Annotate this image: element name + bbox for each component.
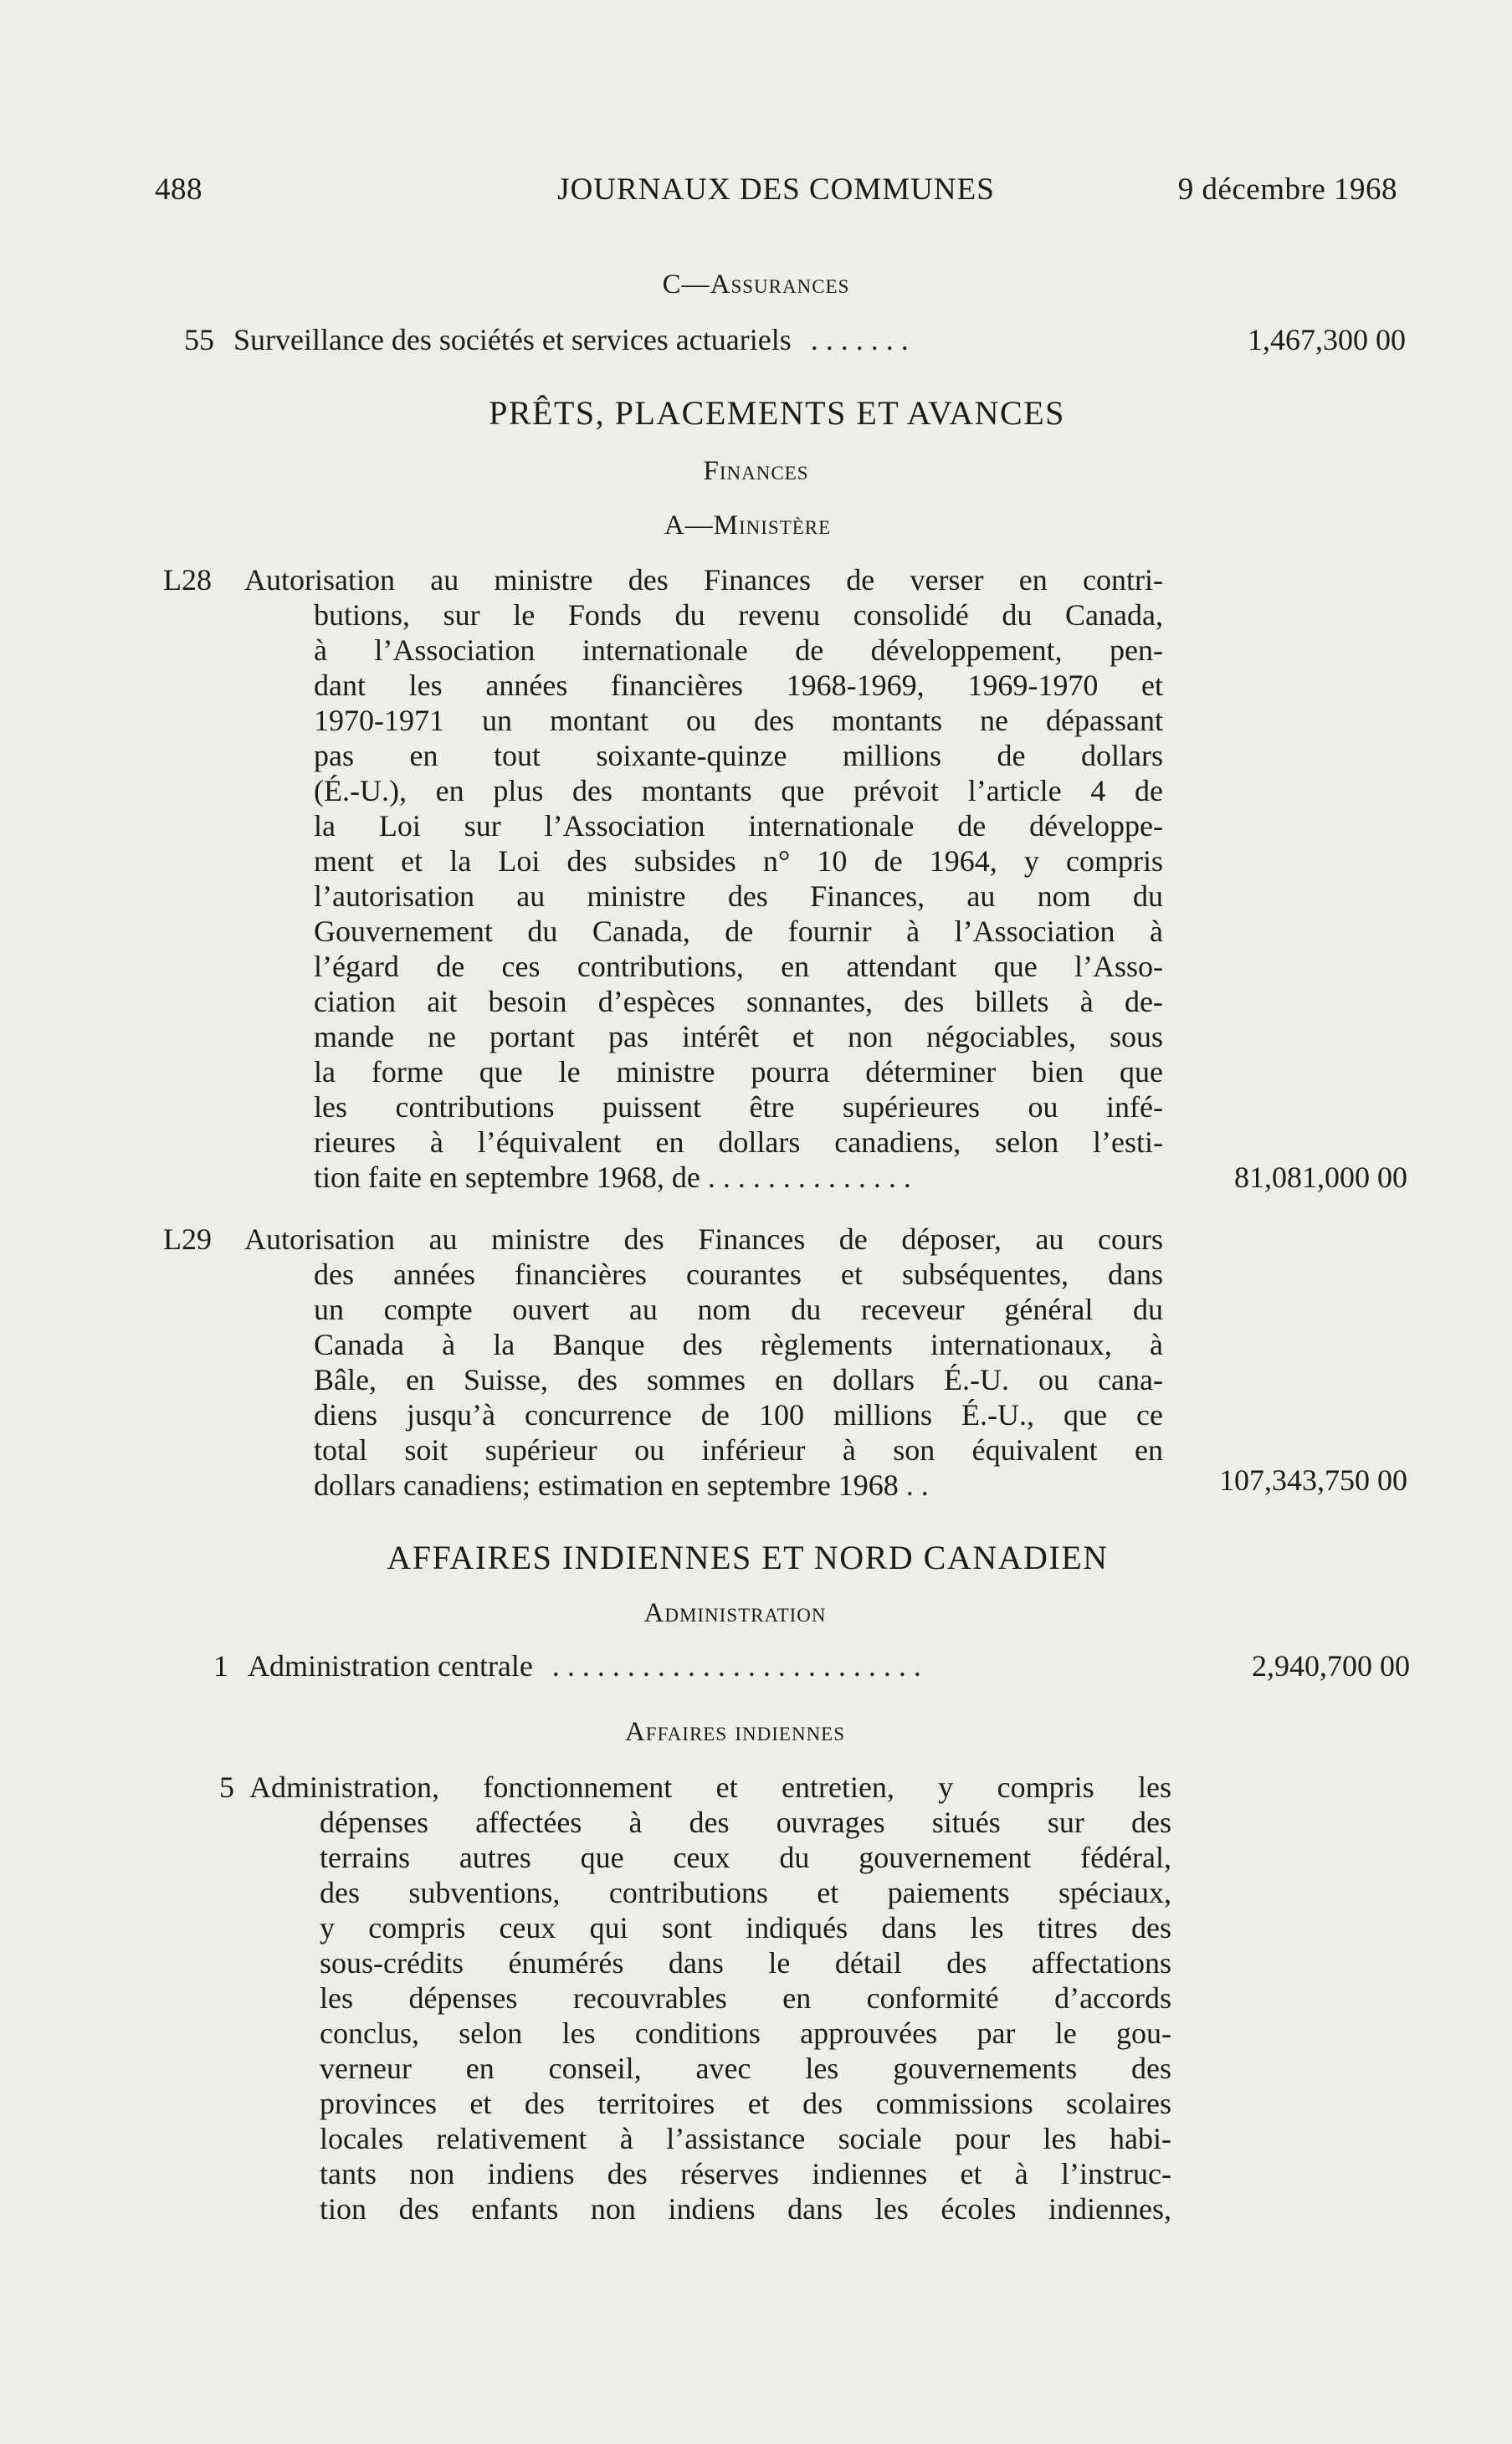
item-55-text: Surveillance des sociétés et services actuariels [233, 323, 792, 356]
affaires-indiennes-heading: Affaires indiennes [624, 1717, 846, 1747]
item-L28-line: 1970-1971 un montant ou des montants ne dépassant [314, 704, 1163, 737]
item-L29-number: L29 [163, 1222, 212, 1256]
administration-heading: Administration [643, 1598, 827, 1628]
item-L29-line: dollars canadiens; estimation en septembre 1968 . . [314, 1468, 929, 1502]
item-L28-line: Gouvernement du Canada, de fournir à l’Association à [314, 915, 1163, 948]
item-L28-line: rieures à l’équivalent en dollars canadiens, selon l’esti- [314, 1125, 1163, 1159]
item-L28-text [244, 562, 1163, 597]
item-5-line: Administration, fonctionnement et entretien, y compris les [249, 1770, 1171, 1804]
item-L29-line: total soit supérieur ou inférieur à son équivalent en [314, 1433, 1163, 1467]
item-5-line: tants non indiens des réserves indiennes et à l’instruc- [320, 2157, 1171, 2190]
item-L28-line: ment et la Loi des subsides n° 10 de 1964, y compris [314, 844, 1163, 878]
item-L29-line: des années financières courantes et subséquentes, dans [314, 1258, 1163, 1291]
item-1-leader: . . . . . . . . . . . . . . . . . . . . . . . . . [551, 1649, 921, 1683]
item-5-line: des subventions, contributions et paiements spéciaux, [320, 1876, 1171, 1909]
item-5-line: les dépenses recouvrables en conformité d’accords [320, 1981, 1171, 2015]
item-L28-line: les contributions puissent être supérieures ou infé- [314, 1090, 1163, 1124]
item-55-row [184, 322, 1406, 357]
item-L29-line: Bâle, en Suisse, des sommes en dollars É.-U. ou cana- [314, 1363, 1163, 1396]
item-55-number: 55 [184, 323, 214, 356]
item-L29-body [314, 1257, 1163, 1503]
item-5-line: dépenses affectées à des ouvrages situés sur des [320, 1806, 1171, 1839]
journal-title: JOURNAUX DES COMMUNES [557, 172, 995, 207]
item-L28-line: Autorisation au ministre des Finances de verser en contri- [244, 563, 1163, 597]
item-L29-text [244, 1222, 1163, 1257]
item-L28-body [314, 597, 1163, 1195]
item-5-line: sous-crédits énumérés dans le détail des affectations [320, 1946, 1171, 1980]
item-5-number: 5 [219, 1770, 234, 1804]
item-L28-line: mande ne portant pas intérêt et non négociables, sous [314, 1020, 1163, 1053]
item-L28-line: la Loi sur l’Association internationale de développe- [314, 809, 1163, 843]
item-5-line: provinces et des territoires et des commissions scolaires [320, 2087, 1171, 2120]
item-5-line: verneur en conseil, avec les gouvernements des [320, 2052, 1171, 2085]
item-L28-number: L28 [163, 563, 212, 597]
item-L29-line: Canada à la Banque des règlements internationaux, à [314, 1328, 1163, 1361]
item-L28-line: ciation ait besoin d’espèces sonnantes, des billets à de- [314, 985, 1163, 1018]
item-5-body [320, 1805, 1171, 2226]
item-L29-line: un compte ouvert au nom du receveur général du [314, 1293, 1163, 1326]
page-header [155, 172, 1397, 213]
finances-heading: Finances [703, 456, 809, 486]
item-5-line: tion des enfants non indiens dans les écoles indiennes, [320, 2192, 1171, 2226]
item-1-number: 1 [213, 1649, 228, 1683]
item-1-text: Administration centrale [248, 1649, 533, 1683]
item-L28-line: tion faite en septembre 1968, de . . . . . . . . . . . . . . [314, 1161, 911, 1194]
item-55-amount: 1,467,300 00 [1248, 323, 1406, 356]
item-1-row [213, 1648, 1410, 1683]
item-L29-line: diens jusqu’à concurrence de 100 millions É.-U., que ce [314, 1398, 1163, 1432]
ministere-heading: A—Ministère [664, 510, 832, 541]
item-5-line: terrains autres que ceux du gouvernement fédéral, [320, 1841, 1171, 1874]
item-L29-amount: 107,343,750 00 [1219, 1463, 1407, 1497]
item-L28-line: à l’Association internationale de développement, pen- [314, 633, 1163, 667]
item-L28-line: butions, sur le Fonds du revenu consolidé du Canada, [314, 598, 1163, 632]
item-L28-line: l’égard de ces contributions, en attendant que l’Asso- [314, 950, 1163, 983]
item-L28-line: pas en tout soixante-quinze millions de dollars [314, 739, 1163, 772]
item-5-line: locales relativement à l’assistance sociale pour les habi- [320, 2122, 1171, 2155]
item-1-amount: 2,940,700 00 [1252, 1649, 1410, 1683]
item-L28-amount: 81,081,000 00 [1234, 1161, 1407, 1194]
item-L28-line: la forme que le ministre pourra déterminer bien que [314, 1055, 1163, 1089]
assurances-heading: C—Assurances [662, 269, 850, 300]
journal-date: 9 décembre 1968 [1177, 172, 1397, 207]
item-5-line: conclus, selon les conditions approuvées par le gou- [320, 2016, 1171, 2050]
page-number: 488 [155, 172, 202, 207]
item-55-leader: . . . . . . . [810, 323, 909, 356]
affaires-heading: AFFAIRES INDIENNES ET NORD CANADIEN [387, 1539, 1109, 1576]
item-5-line: y compris ceux qui sont indiqués dans les titres des [320, 1911, 1171, 1944]
item-L29-line: Autorisation au ministre des Finances de déposer, au cours [244, 1222, 1163, 1256]
item-5-text [249, 1770, 1171, 1805]
prets-heading: PRÊTS, PLACEMENTS ET AVANCES [489, 394, 1065, 432]
item-L28-line: l’autorisation au ministre des Finances, au nom du [314, 879, 1163, 913]
item-L28-line: dant les années financières 1968-1969, 1969-1970 et [314, 669, 1163, 702]
item-L28-line: (É.-U.), en plus des montants que prévoit l’article 4 de [314, 774, 1163, 807]
